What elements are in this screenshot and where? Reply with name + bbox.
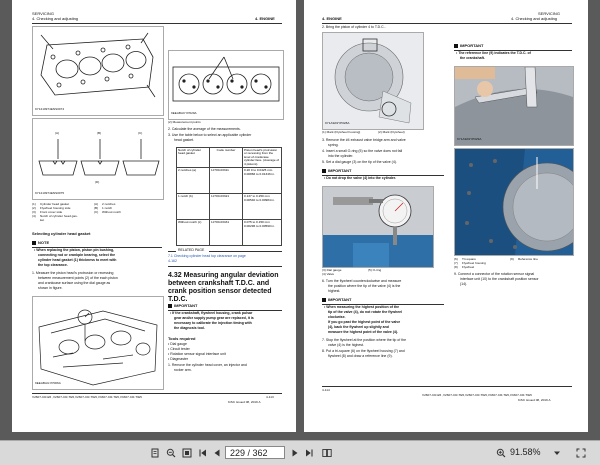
step9-line-2: interface unit (10) to the crankshaft position sensor <box>460 277 539 281</box>
table-cell-notch: Without notch (c) <box>177 220 210 246</box>
figure-flywheel-marks-code: 9Y1A9A9YP028A <box>325 121 350 125</box>
step1-line-1: 1. Measure the piston head's protrusion or recessing <box>32 271 114 275</box>
zoom-level[interactable]: 91.58% <box>510 447 541 457</box>
tool-item: • Circuit tester <box>168 347 190 351</box>
first-page-icon[interactable] <box>198 448 208 458</box>
header-rule <box>32 23 282 24</box>
important2-line-4: If you go past the highest point of the valve <box>328 320 401 324</box>
note-line-3: cylinder head gasket (1) thickness to meet with <box>38 258 117 262</box>
fig3-legend-6-num: (6) <box>454 257 458 261</box>
viewer-toolbar <box>0 440 600 465</box>
step3-line-1: 3. Use the table below to select an applicable cylinder <box>168 133 252 137</box>
fig3-legend-8-num: (8) <box>454 265 458 269</box>
related-rule-right <box>209 251 282 252</box>
step2-line: 2. Bring the piston of cylinder 4 to T.D.C.. <box>322 25 386 29</box>
fig-tag-a: (A) <box>55 131 60 135</box>
step2-line: 2. Calculate the average of the measurements. <box>168 127 241 131</box>
step8-line-1: 8. Put a tri-square (6) on the flywheel housing (7) and <box>322 349 405 353</box>
note-line-1: • When replacing the piston, piston pin bushing, <box>34 248 115 252</box>
legend-4-text: Notch of cylinder head gas- <box>40 214 78 218</box>
note-line-2: connecting rod or crankpin bearing, select the <box>38 253 116 257</box>
important-line-3: necessary to calibrate the injection timing with <box>174 321 252 325</box>
table-row <box>177 220 282 246</box>
important-marker-icon <box>322 169 326 173</box>
legend-b-text: 1 notch <box>102 206 113 210</box>
last-page-icon[interactable] <box>304 448 314 458</box>
important-title: IMPORTANT <box>174 303 198 308</box>
footer-issued: KiSC issued 08, 2019 A <box>228 400 261 404</box>
step8-line-2: flywheel (8) and draw a reference line (9). <box>328 354 393 358</box>
fit-page-icon[interactable] <box>182 448 192 458</box>
step6-line-3: highest. <box>328 289 341 293</box>
footer-rule <box>32 393 282 394</box>
table-row <box>177 168 282 194</box>
related-page-title: RELATED PAGE <box>178 248 205 252</box>
right-page <box>304 0 588 432</box>
figure-tri-square-photo <box>454 66 574 146</box>
note-title: NOTE <box>38 240 50 245</box>
note-line-4: the top clearance. <box>38 263 68 267</box>
important1-line: • Do not drop the valve (4) into the cylinder. <box>324 176 397 180</box>
step7-line-1: 7. Stop the flywheel at the position where the tip of the <box>322 338 407 342</box>
figure-notches <box>32 118 164 200</box>
important-line-1: • If the crankshaft, flywheel housing, crank pulsar <box>170 311 253 315</box>
header-section: SERVICING <box>538 11 560 16</box>
important3-title: IMPORTANT <box>460 43 484 48</box>
footer-rule <box>322 386 572 387</box>
page-number-value: 229 / 362 <box>230 448 268 458</box>
figure-measurement-points <box>168 50 284 120</box>
fig1-legend-2: (2) Mark (Flywheel) <box>378 130 405 134</box>
step1-line-2: between measurement points (2) of the each piston <box>38 276 118 280</box>
figure-measurement-points-code: 9EEABACYP029A <box>171 111 197 115</box>
tool-item: • Dial gauge <box>168 342 187 346</box>
fig3-legend-9-text: Reference line <box>518 257 538 261</box>
figure-dial-gauge-engine-code: 9EEABAGYP006A <box>35 381 61 385</box>
legend-4-text-cont: ket <box>40 218 45 222</box>
fig-tag-c: (C) <box>138 131 143 135</box>
table-header-code: Code number <box>210 148 243 168</box>
legend-a-num: (A) <box>94 202 99 206</box>
table-cell-value: 0.137 to 0.250 mm 0.00540 to 0.00984 in. <box>243 194 282 220</box>
table-header-row <box>177 148 282 168</box>
fig3-legend-9-num: (9) <box>510 257 514 261</box>
header-subsection: 4. Checking and adjusting <box>511 16 558 21</box>
legend-c-num: (C) <box>94 210 99 214</box>
section-heading-4-32: 4.32 Measuring angular deviation between crankshaft T.D.C. and crank position sensor detected T.D.C. <box>168 272 279 304</box>
figure-flywheel-reference-line <box>454 148 574 256</box>
figure-gasket <box>32 26 164 116</box>
step7-line-2: valve (4) is the highest. <box>328 343 364 347</box>
scroll-mode-icon[interactable] <box>150 448 160 458</box>
legend-b-num: (B) <box>94 206 99 210</box>
table-row <box>177 194 282 220</box>
table-cell-notch: 2 notches (a) <box>177 168 210 194</box>
legend-3-text: Front cover side <box>40 210 63 214</box>
fig2-legend-4: (4) Valve <box>322 272 335 276</box>
figure-measurement-points-legend: (2) Measurement points <box>168 120 201 124</box>
legend-2-num: (2) <box>32 206 36 210</box>
fig1-legend-1: (1) Mark (Flywheel housing) <box>322 130 361 134</box>
step-last-line-1: 1. Remove the cylinder head cover, an injector and <box>168 363 247 367</box>
fig-tag-d: (D) <box>95 180 100 184</box>
table-header-protrusion: Piston head's protrusion or recessing from the level of crankcase cylinder face. (Average of 4 pistons) <box>243 148 282 168</box>
legend-c-text: Without notch <box>102 210 121 214</box>
header-chapter: 4. ENGINE <box>322 16 342 21</box>
step3-line-1: 3. Remove the #4 exhaust valve bridge arm and valve <box>322 138 406 142</box>
important2-line-1: • When measuring the highest position of the <box>324 305 400 309</box>
related-rule-left <box>168 251 176 252</box>
important-marker-icon <box>454 44 458 48</box>
important-line-2: gear and/or supply pump gear are replaced, it is <box>174 316 254 320</box>
step4-line-2: into the cylinder. <box>328 154 354 158</box>
step6-line-2: the position where the tip of the valve (4) is the <box>328 284 401 288</box>
step9-line-3: (14). <box>460 282 468 286</box>
fig3-legend-7-text: Flywheel housing <box>462 261 486 265</box>
footer-page-number: 4-113 <box>266 395 274 399</box>
legend-a-text: 2 notches <box>102 202 116 206</box>
header-chapter: 4. ENGINE <box>255 16 275 21</box>
step5-line: 5. Set a dial gauge (3) on the tip of the valve (4). <box>322 160 397 164</box>
page-number-input[interactable] <box>225 446 285 459</box>
legend-1-text: Cylinder head gasket <box>40 202 70 206</box>
tool-item: • Diagmaster <box>168 357 189 361</box>
important2-line-5: (4), back the flywheel up slightly and <box>328 325 389 329</box>
important3-line-1: • The reference line (9) indicates the T.D.C. of <box>456 51 531 55</box>
subheading-selecting-gasket: Selecting cylinder head gasket <box>32 231 91 236</box>
table-cell-code: 1J700-03431 <box>210 220 243 246</box>
important2-line-2: tip of the valve (4), do not rotate the flywheel <box>328 310 403 314</box>
legend-4-num: (4) <box>32 214 36 218</box>
fig3-legend-8-text: Flywheel <box>462 265 475 269</box>
figure-tri-square-code: 9Y1A9A9YP029A <box>457 137 482 141</box>
table-cell-code: 1J700-03321 <box>210 194 243 220</box>
step1-line-4: shown in figure. <box>38 286 63 290</box>
step3-line-2: spring. <box>328 143 339 147</box>
figure-dial-gauge-engine <box>32 296 164 390</box>
footer-model-list: V2607-CR-E5 ,V2607-CR-TE5,V2607-CR-TIE5,V3307-CR-TE5,V3307-CR-TIE5 <box>422 393 532 397</box>
important-marker-icon <box>168 304 172 308</box>
fig-tag-b: (B) <box>97 131 102 135</box>
important1-title: IMPORTANT <box>328 168 352 173</box>
related-rule-bottom <box>168 266 282 267</box>
next-page-icon[interactable] <box>290 448 300 458</box>
important2-title: IMPORTANT <box>328 297 352 302</box>
table-header-notch: Notch of cylinder head gasket <box>177 148 210 168</box>
figure-gasket-code: 9Y1210974ENS0074 <box>35 107 65 111</box>
legend-2-text: Flywheel housing side <box>40 206 71 210</box>
two-page-view-icon[interactable] <box>322 448 332 458</box>
fig3-legend-7-num: (7) <box>454 261 458 265</box>
header-section: SERVICING <box>32 11 54 16</box>
table-cell-value: 0.20 0 to 0.0425 mm 0.00866 to 0.01346 in. <box>243 168 282 194</box>
previous-page-icon[interactable] <box>212 448 222 458</box>
important2-line-3: clockwise. <box>328 315 346 319</box>
header-rule <box>322 23 572 24</box>
figure-flywheel-marks <box>322 32 424 130</box>
tools-title: Tools required <box>168 336 196 341</box>
important-line-4: the diagnosis tool. <box>174 326 205 330</box>
step6-line-1: 6. Turn the flywheel counterclockwise and measure <box>322 279 402 283</box>
related-page-link-page[interactable]: 4-162 <box>168 259 177 263</box>
table-cell-notch: 1 notch (b) <box>177 194 210 220</box>
footer-model-list: V2607-CR-E5 ,V2607-CR-TE5,V2607-CR-TIE5,V3307-CR-TE5,V3307-CR-TIE5 <box>32 395 142 399</box>
important3-line-2: the crankshaft. <box>460 56 485 60</box>
header-subsection: 4. Checking and adjusting <box>32 16 79 21</box>
tool-item: • Rotation sensor signal interface unit <box>168 352 226 356</box>
footer-issued: KiSC issued 08, 2019 A <box>518 398 551 402</box>
table-cell-value: 0.075 to 0.150 mm 0.00296 to 0.00590 in. <box>243 220 282 246</box>
fig2-legend-3: (3) Dial gauge <box>322 268 342 272</box>
related-page-link[interactable]: 7.1 Checking cylinder head top clearance on page <box>168 254 246 258</box>
step1-line-3: and crankcase surface using the dial gauge as <box>38 281 111 285</box>
important-marker-icon <box>322 298 326 302</box>
fig2-legend-5: (5) O-ring <box>368 268 382 272</box>
left-page <box>12 0 296 432</box>
table-cell-code: 1J700-03311 <box>210 168 243 194</box>
step3-line-2: head gasket. <box>174 138 195 142</box>
step-last-line-2: rocker arm. <box>174 368 192 372</box>
gasket-selection-table <box>176 147 282 246</box>
legend-3-num: (3) <box>32 210 36 214</box>
footer-page-number: 4-114 <box>322 388 330 392</box>
zoom-out-icon[interactable] <box>166 448 176 458</box>
legend-1-num: (1) <box>32 202 36 206</box>
step4-line-1: 4. Insert a small O-ring (5) so the valve does not fall <box>322 149 403 153</box>
figure-dial-gauge-valve <box>322 186 434 268</box>
fig3-legend-6-text: Tri-square <box>462 257 476 261</box>
fullscreen-icon[interactable] <box>576 448 586 458</box>
zoom-dropdown-icon[interactable] <box>552 448 562 458</box>
zoom-in-icon[interactable] <box>496 448 506 458</box>
note-marker-icon <box>32 241 36 245</box>
step9-line-1: 9. Connect a connector of the rotation sensor signal <box>454 272 535 276</box>
important2-line-6: measure the highest point of the valve (4). <box>328 330 399 334</box>
figure-notches-code: 9Y1210974ENS0075 <box>35 191 65 195</box>
